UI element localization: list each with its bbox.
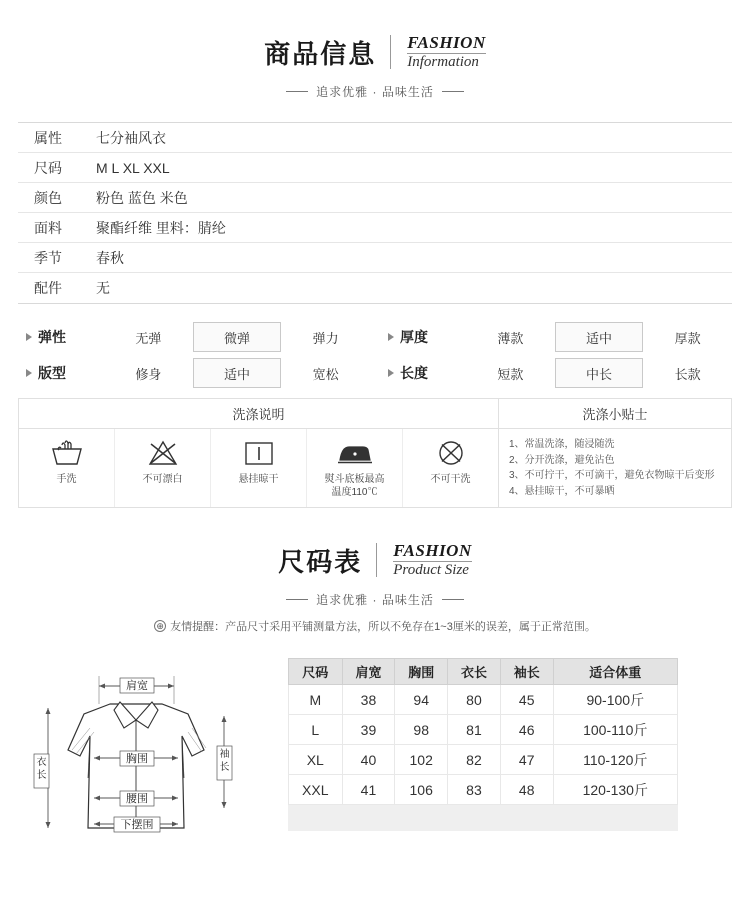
attribute-key: 配件 <box>34 280 62 296</box>
size-cell: 38 <box>342 685 395 715</box>
column-header: 肩宽 <box>342 659 395 685</box>
column-header: 胸围 <box>395 659 448 685</box>
title-divider <box>376 543 377 577</box>
spec-gap <box>370 322 380 352</box>
table-row <box>289 775 678 805</box>
attribute-value: 无 <box>96 280 110 296</box>
column-header: 尺码 <box>289 659 343 685</box>
title-divider <box>390 35 391 69</box>
svg-text:腰围: 腰围 <box>126 792 148 805</box>
spec-group-fit <box>18 358 370 388</box>
table-row <box>18 123 732 153</box>
size-cell: 83 <box>448 775 501 805</box>
attribute-key: 属性 <box>34 129 62 146</box>
attribute-key: 季节 <box>34 249 62 266</box>
spec-row-1 <box>18 322 732 352</box>
size-cell: 110-120斤 <box>553 745 677 775</box>
svg-text:长: 长 <box>36 770 47 781</box>
table-row <box>18 273 732 303</box>
spec-row-2 <box>18 358 732 388</box>
size-table <box>288 658 678 831</box>
size-cell: 120-130斤 <box>553 775 677 805</box>
subtitle-text: 追求优雅 · 品味生活 <box>316 85 434 99</box>
wash-icon-iron <box>307 429 403 507</box>
spec-option-selected[interactable]: 适中 <box>555 322 644 352</box>
size-cell: 102 <box>395 745 448 775</box>
spec-group-length <box>380 358 732 388</box>
section-subtitle <box>0 83 750 100</box>
size-cell: 80 <box>448 685 501 715</box>
size-cell: 82 <box>448 745 501 775</box>
size-cell: M <box>289 685 343 715</box>
title-english-bottom: Product Size <box>393 561 471 579</box>
wash-icon-caption: 不可漂白 <box>142 474 183 485</box>
wash-icon-no-bleach <box>115 429 211 507</box>
triangle-icon <box>26 333 32 341</box>
attribute-key: 面料 <box>34 219 62 236</box>
svg-text:下摆围: 下摆围 <box>120 818 154 831</box>
attribute-key: 颜色 <box>34 189 62 206</box>
size-cell: 40 <box>342 745 395 775</box>
wash-tips-title: 洗涤小贴士 <box>582 407 648 422</box>
table-row <box>18 243 732 273</box>
iron-icon <box>335 437 375 469</box>
attribute-value: 聚酯纤维 里料：腈纶 <box>96 219 226 236</box>
attribute-value: 七分袖风衣 <box>96 129 166 146</box>
spec-label-thickness <box>380 322 466 352</box>
spec-group-elasticity <box>18 322 370 352</box>
svg-text:长: 长 <box>219 762 230 773</box>
wash-icon-hang-dry <box>211 429 307 507</box>
table-row <box>289 685 678 715</box>
no-bleach-icon <box>146 437 180 469</box>
svg-text:肩宽: 肩宽 <box>126 679 148 692</box>
size-cell: 41 <box>342 775 395 805</box>
title-english-bottom: Information <box>407 53 485 71</box>
page-title: 商品信息 <box>264 40 377 70</box>
spec-label-length <box>380 358 466 388</box>
size-cell: 81 <box>448 715 501 745</box>
measurement-notice <box>0 618 750 634</box>
triangle-icon <box>388 333 394 341</box>
wash-icon-caption: 手洗 <box>56 474 77 485</box>
column-header: 袖长 <box>500 659 553 685</box>
product-info-header <box>0 0 750 100</box>
size-cell: 48 <box>500 775 553 805</box>
size-cell: XL <box>289 745 343 775</box>
attribute-value: 粉色 蓝色 米色 <box>96 189 188 206</box>
size-cell: 47 <box>500 745 553 775</box>
spec-label-elasticity <box>18 322 104 352</box>
size-cell: 100-110斤 <box>553 715 677 745</box>
size-cell: 90-100斤 <box>553 685 677 715</box>
attribute-value: M L XL XXL <box>96 159 170 176</box>
wash-tip: 2、分开洗涤，避免沾色 <box>509 454 615 466</box>
size-cell: L <box>289 715 343 745</box>
spec-label-text: 厚度 <box>400 329 428 345</box>
spec-gap <box>370 358 380 388</box>
subtitle-line-left <box>286 599 308 600</box>
wash-icon-list <box>19 429 499 507</box>
spec-option[interactable]: 弹力 <box>312 330 339 346</box>
wash-tip: 1、常温洗涤，随浸随洗 <box>509 439 615 450</box>
subtitle-line-left <box>286 91 308 92</box>
wash-care-panel <box>18 398 732 508</box>
attribute-value: 春秋 <box>96 249 124 266</box>
size-cell: XXL <box>289 775 343 805</box>
attribute-table <box>18 122 732 304</box>
wash-icon-no-dryclean <box>403 429 498 507</box>
title-english-top: FASHION <box>393 541 472 561</box>
spec-option[interactable]: 修身 <box>135 366 162 382</box>
garment-diagram <box>24 658 274 858</box>
size-cell: 94 <box>395 685 448 715</box>
wash-icon-hand-wash <box>19 429 115 507</box>
spacer-cell <box>289 805 678 831</box>
size-cell: 98 <box>395 715 448 745</box>
section-title-row <box>278 542 471 579</box>
table-row <box>18 183 732 213</box>
spec-option[interactable]: 薄款 <box>497 330 524 346</box>
svg-text:衣: 衣 <box>36 757 47 768</box>
subtitle-text: 追求优雅 · 品味生活 <box>316 593 434 607</box>
wash-icon-caption: 熨斗底板最高 温度110℃ <box>324 474 385 498</box>
size-chart-area <box>0 658 750 858</box>
hand-wash-icon <box>50 437 84 469</box>
spec-option[interactable]: 厚款 <box>674 330 701 346</box>
subtitle-line-right <box>442 599 464 600</box>
spec-option[interactable]: 长款 <box>674 366 701 382</box>
wash-icon-caption: 不可干洗 <box>430 474 471 485</box>
wash-tip: 3、不可拧干，不可滴干，避免衣物晾干后变形 <box>509 470 715 481</box>
table-row <box>18 153 732 183</box>
spec-option[interactable]: 宽松 <box>312 366 339 382</box>
size-chart-header <box>0 508 750 634</box>
spec-label-fit <box>18 358 104 388</box>
spec-group-thickness <box>380 322 732 352</box>
spec-option-selected[interactable]: 中长 <box>555 358 644 388</box>
info-icon: ⊕ <box>154 620 166 632</box>
spec-label-text: 版型 <box>38 365 66 381</box>
table-row <box>289 745 678 775</box>
spec-option-selected[interactable]: 适中 <box>193 358 282 388</box>
triangle-icon <box>26 369 32 377</box>
spec-option-selected[interactable]: 微弹 <box>193 322 282 352</box>
title-english-block <box>407 34 485 71</box>
svg-text:胸围: 胸围 <box>126 752 148 765</box>
title-english-top: FASHION <box>407 33 486 53</box>
section-title-row <box>264 34 485 71</box>
spec-label-text: 长度 <box>400 365 428 381</box>
column-header: 适合体重 <box>553 659 677 685</box>
size-chart-title: 尺码表 <box>278 548 363 578</box>
wash-care-header <box>19 399 731 429</box>
svg-text:袖: 袖 <box>219 749 230 760</box>
subtitle-line-right <box>442 91 464 92</box>
size-table-wrapper <box>288 658 678 831</box>
table-row <box>18 213 732 243</box>
title-english-block <box>393 542 471 579</box>
column-header: 衣长 <box>448 659 501 685</box>
spec-option[interactable]: 无弹 <box>135 330 162 346</box>
hang-dry-icon <box>242 437 276 469</box>
wash-tips-list <box>499 429 731 507</box>
attribute-key: 尺码 <box>34 159 62 176</box>
spec-option[interactable]: 短款 <box>497 366 524 382</box>
wash-care-body <box>19 429 731 507</box>
size-cell: 39 <box>342 715 395 745</box>
table-row <box>289 715 678 745</box>
spec-bars <box>18 322 732 388</box>
wash-tip: 4、悬挂晾干，不可暴晒 <box>509 485 615 497</box>
section-subtitle <box>0 591 750 608</box>
table-row-spacer <box>289 805 678 831</box>
spec-label-text: 弹性 <box>38 329 66 345</box>
size-cell: 46 <box>500 715 553 745</box>
size-cell: 45 <box>500 685 553 715</box>
no-dryclean-icon <box>434 437 468 469</box>
triangle-icon <box>388 369 394 377</box>
wash-instructions-title: 洗涤说明 <box>19 399 499 428</box>
wash-icon-caption: 悬挂晾干 <box>238 474 279 485</box>
measurement-notice-text: 友情提醒：产品尺寸采用平铺测量方法，所以不免存在1~3厘米的误差，属于正常范围。 <box>170 621 596 633</box>
size-table-header-row <box>289 659 678 685</box>
size-cell: 106 <box>395 775 448 805</box>
